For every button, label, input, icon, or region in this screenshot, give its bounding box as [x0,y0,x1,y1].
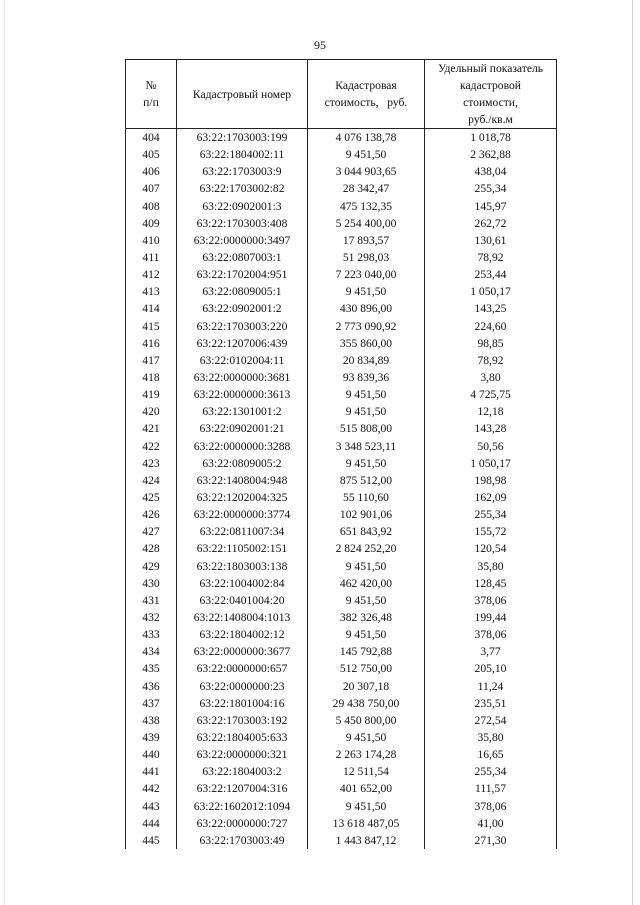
cell-num: 438 [126,712,177,729]
cell-cad-number: 63:22:1703003:192 [177,712,308,729]
cell-specific-value: 378,06 [425,797,557,814]
cell-specific-value: 16,65 [425,746,557,763]
cell-specific-value: 98,85 [425,335,557,352]
table-row [126,575,557,592]
cell-cad-value: 7 223 040,00 [308,266,425,283]
cell-specific-value: 205,10 [425,660,557,677]
table-body [126,129,557,849]
cell-cad-number: 63:22:1804002:12 [177,626,308,643]
cell-cad-number: 63:22:0000000:3613 [177,386,308,403]
cell-num: 441 [126,763,177,780]
table-row [126,129,557,147]
cell-cad-value: 475 132,35 [308,198,425,215]
cell-cad-value: 5 450 800,00 [308,712,425,729]
cell-num: 406 [126,163,177,180]
cell-cad-value: 9 451,50 [308,626,425,643]
table-row [126,729,557,746]
cell-cad-value: 145 792,88 [308,643,425,660]
cell-cad-value: 13 618 487,05 [308,815,425,832]
cell-num: 442 [126,780,177,797]
table-header [126,60,557,129]
cell-cad-value: 9 451,50 [308,592,425,609]
table-row [126,180,557,197]
cell-cad-number: 63:22:1703003:49 [177,832,308,849]
cell-cad-number: 63:22:0807003:1 [177,249,308,266]
cell-cad-value: 102 901,06 [308,506,425,523]
cell-num: 437 [126,695,177,712]
header-row [126,60,557,129]
table-row [126,386,557,403]
table-row [126,300,557,317]
cell-num: 410 [126,232,177,249]
cell-cad-value: 651 843,92 [308,523,425,540]
cell-specific-value: 128,45 [425,575,557,592]
cell-num: 417 [126,352,177,369]
table-row [126,420,557,437]
cell-cad-value: 9 451,50 [308,283,425,300]
cell-cad-value: 401 652,00 [308,780,425,797]
cell-specific-value: 130,61 [425,232,557,249]
cell-specific-value: 224,60 [425,318,557,335]
cell-cad-number: 63:22:0000000:3497 [177,232,308,249]
table-row [126,592,557,609]
cell-specific-value: 438,04 [425,163,557,180]
table-row [126,832,557,849]
cell-cad-value: 1 443 847,12 [308,832,425,849]
cell-specific-value: 162,09 [425,489,557,506]
cell-cad-number: 63:22:1408004:948 [177,472,308,489]
header-cad-number [177,60,308,129]
cell-num: 423 [126,455,177,472]
header-specific-line-4: руб./кв.м [468,113,513,126]
cadastral-table [125,59,557,849]
table-row [126,215,557,232]
cell-cad-number: 63:22:1703003:220 [177,318,308,335]
cell-num: 426 [126,506,177,523]
cell-cad-value: 9 451,50 [308,146,425,163]
table-row [126,232,557,249]
cell-specific-value: 111,57 [425,780,557,797]
cell-cad-number: 63:22:1703003:199 [177,129,308,147]
cell-cad-value: 3 044 903,65 [308,163,425,180]
cell-cad-value: 382 326,48 [308,609,425,626]
cell-num: 444 [126,815,177,832]
header-num-line-2: п/п [143,96,159,109]
cell-specific-value: 11,24 [425,678,557,695]
cell-specific-value: 50,56 [425,438,557,455]
cell-cad-value: 2 824 252,20 [308,540,425,557]
cell-num: 414 [126,300,177,317]
cell-specific-value: 12,18 [425,403,557,420]
cell-specific-value: 378,06 [425,592,557,609]
page-number: 95 [314,38,326,52]
cell-cad-number: 63:22:0000000:727 [177,815,308,832]
cell-cad-value: 5 254 400,00 [308,215,425,232]
cell-cad-number: 63:22:1301001:2 [177,403,308,420]
cell-cad-number: 63:22:1408004:1013 [177,609,308,626]
cell-cad-number: 63:22:1804003:2 [177,763,308,780]
cell-specific-value: 255,34 [425,180,557,197]
table-row [126,249,557,266]
cell-cad-number: 63:22:0000000:321 [177,746,308,763]
cell-cad-value: 9 451,50 [308,403,425,420]
cell-specific-value: 120,54 [425,540,557,557]
cell-specific-value: 78,92 [425,352,557,369]
cell-specific-value: 262,72 [425,215,557,232]
table-row [126,472,557,489]
cell-cad-number: 63:22:1207004:316 [177,780,308,797]
cell-cad-number: 63:22:1703002:82 [177,180,308,197]
cell-cad-value: 4 076 138,78 [308,129,425,147]
cell-num: 415 [126,318,177,335]
cell-cad-value: 12 511,54 [308,763,425,780]
cell-num: 418 [126,369,177,386]
cell-specific-value: 155,72 [425,523,557,540]
cell-num: 443 [126,797,177,814]
cell-cad-number: 63:22:0902001:21 [177,420,308,437]
header-cad-value-line-2: стоимость, руб. [324,96,408,109]
cell-cad-number: 63:22:0102004:11 [177,352,308,369]
table-row [126,146,557,163]
header-num [126,60,177,129]
cell-cad-number: 63:22:0000000:657 [177,660,308,677]
cell-num: 422 [126,438,177,455]
cell-num: 434 [126,643,177,660]
cadastral-table-container [125,59,557,849]
cell-cad-number: 63:22:0000000:3774 [177,506,308,523]
table-row [126,797,557,814]
cell-cad-value: 430 896,00 [308,300,425,317]
table-row [126,318,557,335]
table-row [126,335,557,352]
cell-num: 420 [126,403,177,420]
cell-num: 432 [126,609,177,626]
cell-num: 439 [126,729,177,746]
cell-specific-value: 1 018,78 [425,129,557,147]
table-row [126,558,557,575]
cell-cad-number: 63:22:1803003:138 [177,558,308,575]
cell-cad-value: 2 263 174,28 [308,746,425,763]
header-cad-value [308,60,425,129]
cell-num: 445 [126,832,177,849]
header-specific [425,60,557,129]
header-specific-line-3: стоимости, [463,96,518,109]
cell-cad-value: 462 420,00 [308,575,425,592]
cell-cad-number: 63:22:0811007:34 [177,523,308,540]
cell-cad-number: 63:22:0401004:20 [177,592,308,609]
table-row [126,763,557,780]
cell-specific-value: 35,80 [425,729,557,746]
cell-cad-number: 63:22:0902001:2 [177,300,308,317]
cell-specific-value: 41,00 [425,815,557,832]
cell-cad-number: 63:22:1004002:84 [177,575,308,592]
cell-cad-value: 9 451,50 [308,797,425,814]
header-specific-line-1: Удельный показатель [437,62,544,75]
header-cad-value-line-1: Кадастровая [335,79,397,92]
cell-specific-value: 2 362,88 [425,146,557,163]
cell-cad-number: 63:22:1202004:325 [177,489,308,506]
cell-num: 421 [126,420,177,437]
cell-cad-number: 63:22:0000000:3677 [177,643,308,660]
cell-cad-value: 51 298,03 [308,249,425,266]
cell-num: 408 [126,198,177,215]
cell-num: 405 [126,146,177,163]
table-row [126,523,557,540]
scan-edge-left [4,0,5,905]
cell-specific-value: 272,54 [425,712,557,729]
table-row [126,352,557,369]
cell-specific-value: 271,30 [425,832,557,849]
cell-specific-value: 378,06 [425,626,557,643]
cell-cad-value: 9 451,50 [308,386,425,403]
cell-cad-value: 9 451,50 [308,558,425,575]
cell-specific-value: 199,44 [425,609,557,626]
cell-cad-value: 3 348 523,11 [308,438,425,455]
cell-cad-value: 515 808,00 [308,420,425,437]
cell-cad-number: 63:22:0902001:3 [177,198,308,215]
table-row [126,438,557,455]
cell-cad-value: 20 307,18 [308,678,425,695]
cell-specific-value: 4 725,75 [425,386,557,403]
cell-cad-number: 63:22:1804005:633 [177,729,308,746]
cell-specific-value: 78,92 [425,249,557,266]
cell-cad-number: 63:22:1703003:9 [177,163,308,180]
table-row [126,746,557,763]
table-row [126,660,557,677]
cell-cad-value: 512 750,00 [308,660,425,677]
cell-specific-value: 255,34 [425,506,557,523]
table-row [126,815,557,832]
cell-cad-value: 29 438 750,00 [308,695,425,712]
scan-edge-right [632,0,633,905]
cell-cad-number: 63:22:1207006:439 [177,335,308,352]
cell-cad-value: 55 110,60 [308,489,425,506]
cell-cad-value: 875 512,00 [308,472,425,489]
cell-cad-value: 9 451,50 [308,455,425,472]
cell-cad-number: 63:22:1702004:951 [177,266,308,283]
table-row [126,678,557,695]
table-row [126,540,557,557]
table-row [126,283,557,300]
cell-cad-value: 28 342,47 [308,180,425,197]
cell-specific-value: 3,77 [425,643,557,660]
cell-cad-number: 63:22:0000000:3288 [177,438,308,455]
table-row [126,403,557,420]
cell-num: 416 [126,335,177,352]
table-row [126,455,557,472]
cell-num: 413 [126,283,177,300]
cell-num: 424 [126,472,177,489]
cell-cad-number: 63:22:0000000:23 [177,678,308,695]
cell-num: 435 [126,660,177,677]
cell-cad-value: 20 834,89 [308,352,425,369]
cell-cad-number: 63:22:0809005:1 [177,283,308,300]
cell-num: 436 [126,678,177,695]
table-row [126,780,557,797]
cell-specific-value: 198,98 [425,472,557,489]
cell-specific-value: 235,51 [425,695,557,712]
cell-num: 411 [126,249,177,266]
cell-cad-number: 63:22:1105002:151 [177,540,308,557]
cell-cad-value: 2 773 090,92 [308,318,425,335]
cell-num: 427 [126,523,177,540]
cell-num: 430 [126,575,177,592]
header-specific-line-2: кадастровой [460,79,521,92]
cell-specific-value: 143,25 [425,300,557,317]
cell-num: 429 [126,558,177,575]
cell-specific-value: 253,44 [425,266,557,283]
table-row [126,506,557,523]
cell-num: 428 [126,540,177,557]
table-row [126,695,557,712]
cell-num: 409 [126,215,177,232]
cell-cad-value: 355 860,00 [308,335,425,352]
cell-num: 431 [126,592,177,609]
cell-specific-value: 255,34 [425,763,557,780]
header-cad-number-text: Кадастровый номер [192,87,292,101]
cell-num: 412 [126,266,177,283]
table-row [126,643,557,660]
cell-cad-value: 9 451,50 [308,729,425,746]
table-row [126,266,557,283]
table-row [126,198,557,215]
cell-cad-number: 63:22:1602012:1094 [177,797,308,814]
cell-specific-value: 143,28 [425,420,557,437]
header-num-line-1: № [145,79,157,92]
cell-specific-value: 35,80 [425,558,557,575]
cell-cad-value: 17 893,57 [308,232,425,249]
cell-specific-value: 1 050,17 [425,283,557,300]
cell-num: 419 [126,386,177,403]
cell-cad-number: 63:22:1801004:16 [177,695,308,712]
table-row [126,712,557,729]
cell-cad-number: 63:22:1804002:11 [177,146,308,163]
cell-cad-number: 63:22:0000000:3681 [177,369,308,386]
cell-specific-value: 145,97 [425,198,557,215]
cell-specific-value: 1 050,17 [425,455,557,472]
cell-cad-number: 63:22:0809005:2 [177,455,308,472]
table-row [126,369,557,386]
cell-specific-value: 3,80 [425,369,557,386]
cell-num: 404 [126,129,177,147]
cell-num: 425 [126,489,177,506]
table-row [126,626,557,643]
table-row [126,163,557,180]
cell-cad-value: 93 839,36 [308,369,425,386]
table-row [126,609,557,626]
cell-num: 433 [126,626,177,643]
table-row [126,489,557,506]
cell-num: 407 [126,180,177,197]
cell-cad-number: 63:22:1703003:408 [177,215,308,232]
cell-num: 440 [126,746,177,763]
